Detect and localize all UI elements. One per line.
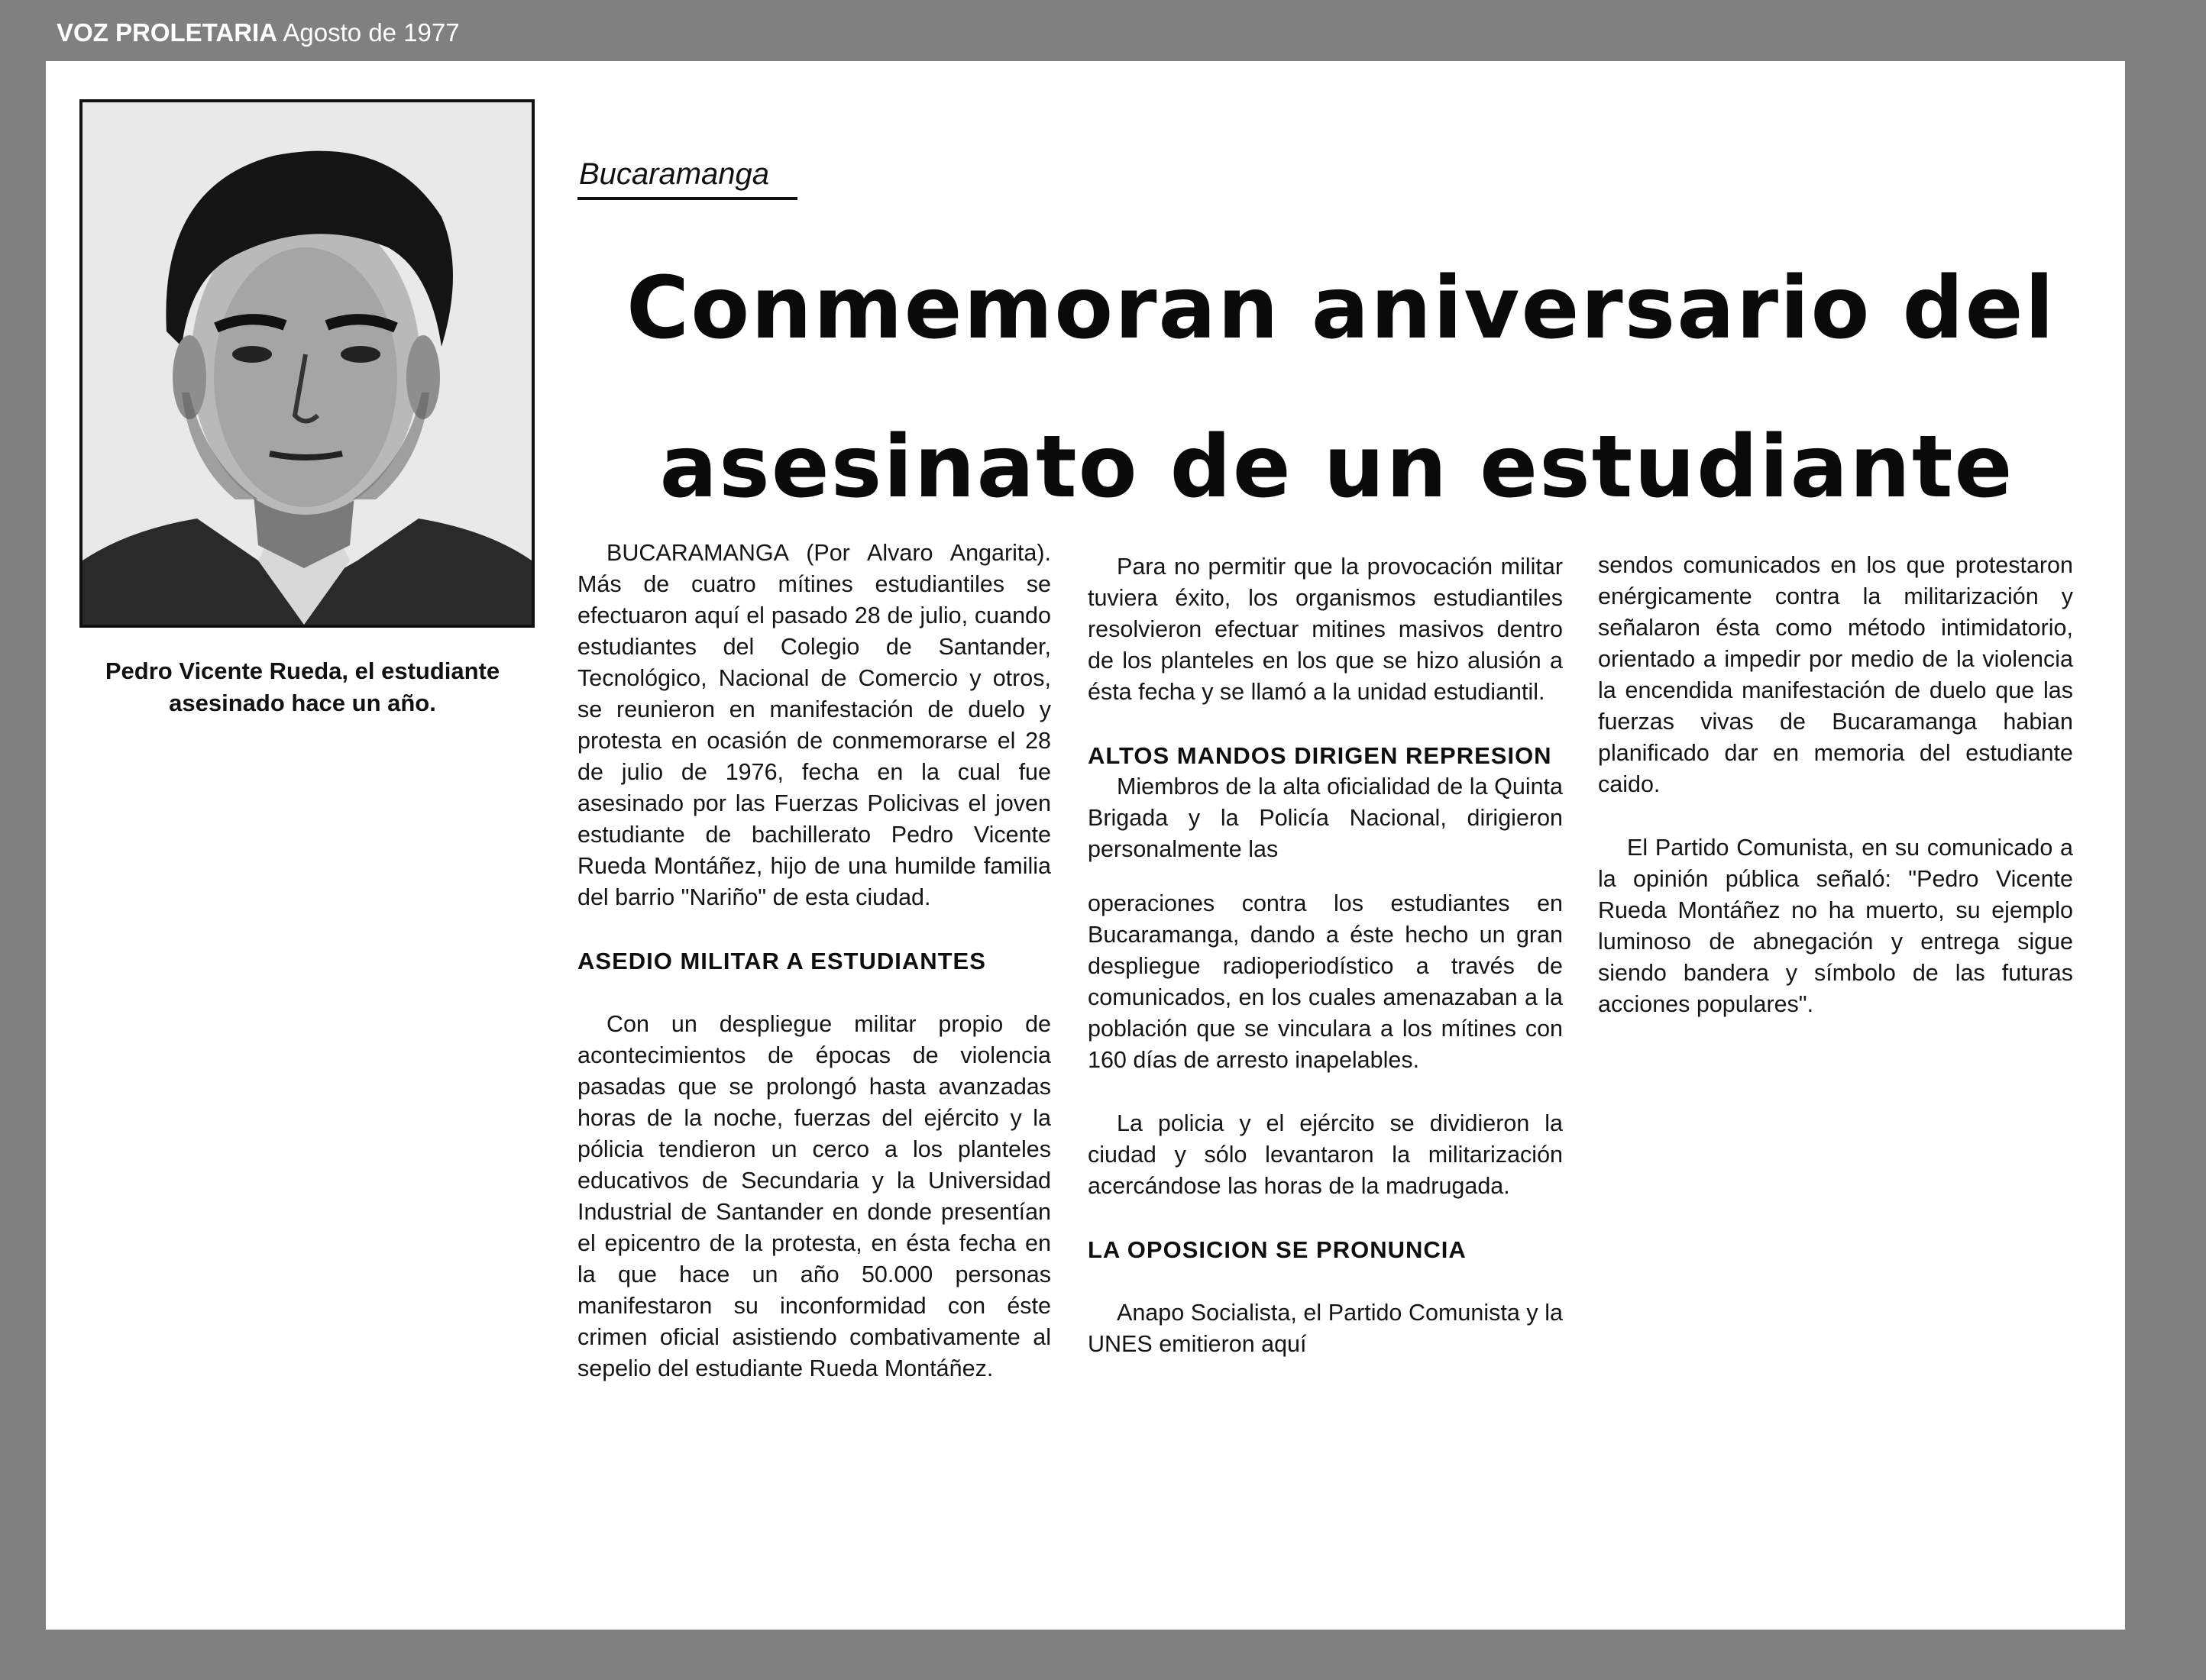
paragraph: sendos comunicados en los que protestaron enérgicamente contra la militarización y señalaron ésta como método intimidatorio, orientado a impedir por medio de la violencia la encendida manifestación de duelo que las fuerzas vivas de Bucaramanga habian planificado dar en memoria del estudiante caido. bbox=[1598, 552, 2073, 797]
portrait-icon bbox=[82, 102, 532, 625]
publication-name: VOZ PROLETARIA bbox=[57, 18, 278, 47]
subheading: ALTOS MANDOS DIRIGEN REPRESION bbox=[1088, 742, 1552, 769]
subheading: ASEDIO MILITAR A ESTUDIANTES bbox=[577, 948, 986, 974]
article-column-1 bbox=[577, 538, 1051, 1384]
paragraph: El Partido Comunista, en su comunicado a la opinión pública señaló: "Pedro Vicente Rueda Montáñez no ha muerto, su ejemplo luminoso de abnegación y entrega sigue siendo bandera y símbolo de las futuras acciones populares". bbox=[1598, 835, 2073, 1017]
subheading: LA OPOSICION SE PRONUNCIA bbox=[1088, 1236, 1467, 1263]
publication-date: Agosto de 1977 bbox=[283, 18, 460, 47]
headline-line-2: asesinato de un estudiante bbox=[659, 418, 2014, 517]
article-kicker: Bucaramanga bbox=[579, 157, 770, 191]
photo-caption bbox=[61, 655, 544, 719]
paragraph: La policia y el ejército se dividieron la ciudad y sólo levantaron la militarización acercándose las horas de la madrugada. bbox=[1088, 1110, 1563, 1199]
caption-line-2: asesinado hace un año. bbox=[169, 690, 436, 716]
headline-line-1: Conmemoran aniversario del bbox=[626, 259, 2056, 358]
paragraph: operaciones contra los estudiantes en Bucaramanga, dando a éste hecho un gran despliegue radioperiodístico a través de comunicados, en los cuales amenazaban a la población que se vinculara a los mítines con 160 días de arresto inapelables. bbox=[1088, 890, 1563, 1073]
paragraph: Miembros de la alta oficialidad de la Quinta Brigada y la Policía Nacional, dirigieron personalmente las bbox=[1088, 774, 1563, 862]
paragraph: Anapo Socialista, el Partido Comunista y la UNES emitieron aquí bbox=[1088, 1300, 1563, 1357]
paragraph: BUCARAMANGA (Por Alvaro Angarita). Más de cuatro mítines estudiantiles se efectuaron aquí el pasado 28 de julio, cuando estudiantes del Colegio de Santander, Tecnológico, Nacional de Comercio y otros, se reunieron en manifestación de duelo y protesta en ocasión de conmemorarse el 28 de julio de 1976, fecha en la cual fue asesinado por las Fuerzas Policivas el joven estudiante de bachillerato Pedro Vicente Rueda Montáñez, hijo de una humilde familia del barrio "Nariño" de esta ciudad. bbox=[577, 540, 1051, 910]
article-column-3 bbox=[1598, 550, 2073, 1020]
caption-line-1: Pedro Vicente Rueda, el estudiante bbox=[105, 657, 500, 684]
publication-header bbox=[57, 18, 460, 47]
portrait-photo bbox=[79, 99, 535, 628]
paragraph: Para no permitir que la provocación militar tuviera éxito, los organismos estudiantiles resolvieron efectuar mitines masivos dentro de los planteles en los que se hizo alusión a ésta fecha y se llamó a la unidad estudiantil. bbox=[1088, 554, 1563, 705]
paragraph: Con un despliegue militar propio de acontecimientos de épocas de violencia pasadas que se prolongó hasta avanzadas horas de la noche, fuerzas del ejército y la pólicia tendieron un cerco a los planteles educativos de Secundaria y la Universidad Industrial de Santander en donde presentían el epicentro de la protesta, en ésta fecha en la que hace un año 50.000 personas manifestaron su inconformidad con éste crimen oficial asistiendo combativamente al sepelio del estudiante Rueda Montáñez. bbox=[577, 1011, 1051, 1381]
kicker-underline bbox=[577, 197, 797, 200]
article-column-2 bbox=[1088, 551, 1563, 1360]
article-headline bbox=[626, 229, 2056, 547]
